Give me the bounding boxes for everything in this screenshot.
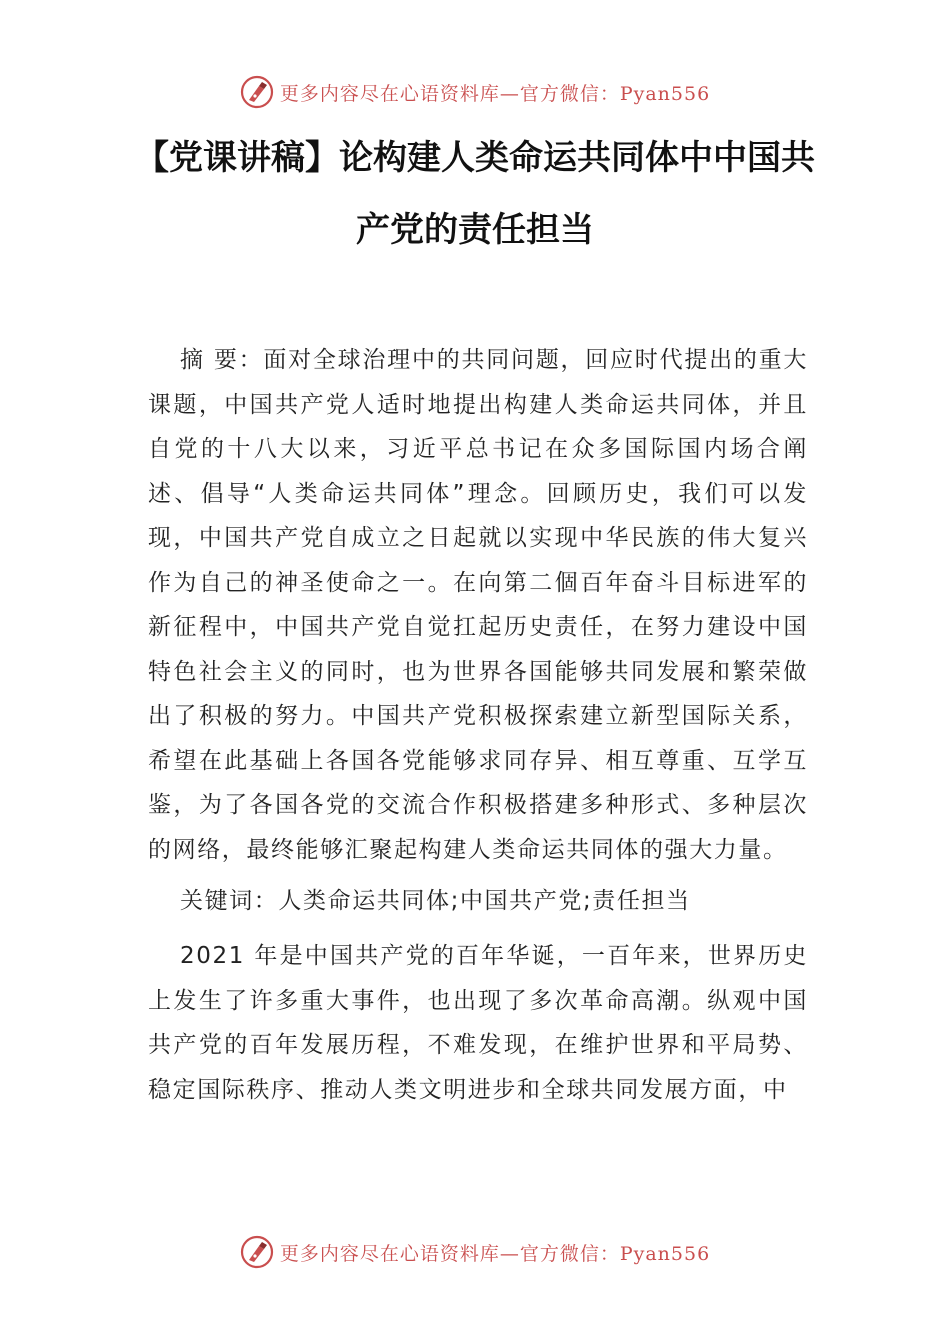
watermark-header-text: 更多内容尽在心语资料库—官方微信：Pyan556 [279,82,711,105]
abstract-paragraph: 摘 要：面对全球治理中的共同问题，回应时代提出的重大课题，中国共产党人适时地提出构建人类命运共同体，并且自党的十八大以来，习近平总书记在众多国际国内场合阐述、倡导“人类命运共同体”理念。回顾历史，我们可以发现，中国共产党自成立之日起就以实现中华民族的伟大复兴作为自己的神圣使命之一。在向第二個百年奋斗目标进军的新征程中，中国共产党自觉扛起历史责任，在努力建设中国特色社会主义的同时，也为世界各国能够共同发展和繁荣做出了积极的努力。中国共产党积极探索建立新型国际关系，希望在此基础上各国各党能够求同存异、相互尊重、互学互鉴，为了各国各党的交流合作积极搭建多种形式、多种层次的网络，最终能够汇聚起构建人类命运共同体的强大力量。 [148,347,808,863]
keywords-paragraph: 关键词：人类命运共同体;中国共产党;责任担当 [180,888,691,914]
pen-nib-logo-icon [240,75,274,109]
watermark-footer-text: 更多内容尽在心语资料库—官方微信：Pyan556 [279,1242,711,1265]
pen-nib-logo-icon [240,1235,274,1269]
body-paragraph: 2021 年是中国共产党的百年华诞，一百年来，世界历史上发生了许多重大事件，也出现了多次革命高潮。纵观中国共产党的百年发展历程，不难发现，在维护世界和平局势、稳定国际秩序、推动人类文明进步和全球共同发展方面，中 [148,943,808,1103]
document-title-line-2: 产党的责任担当 [356,210,594,250]
document-title-line-1: 【党课讲稿】论构建人类命运共同体中中国共 [135,138,815,178]
watermark-header [0,72,950,112]
watermark-footer [0,1232,950,1272]
